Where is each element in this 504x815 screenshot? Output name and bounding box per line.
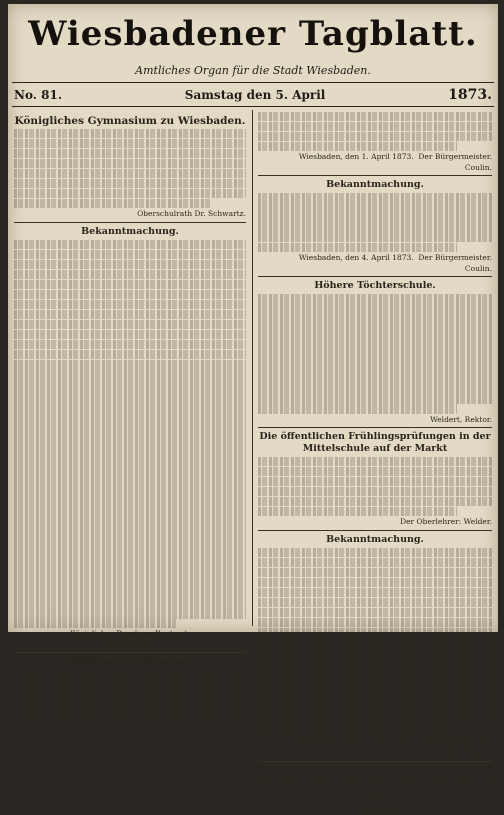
divider (258, 276, 492, 277)
top-notice-body (258, 112, 492, 151)
fruehlingspruefungen-body (258, 457, 492, 516)
fruehlingspruefungen-heading: Die öffentlichen Frühlingsprüfungen in der Mittelschule auf der Markt (259, 430, 491, 454)
toechterschule-heading: Höhere Töchterschule. (314, 280, 436, 292)
bekanntmachung-3-heading: Bekanntmachung. (326, 533, 424, 545)
divider (258, 427, 492, 428)
domaenen-rentamt-signature: Königliches Domänen-Rentamt. (69, 629, 191, 639)
bekanntmachung-3-date: Wiesbaden, den 1. April 1873. Der Bürgermeister. (298, 737, 492, 747)
toechterschule-body (258, 294, 492, 413)
issue-date: Samstag den 5. April (184, 88, 326, 102)
bekanntmachung-2-heading: Bekanntmachung. (326, 179, 424, 191)
masthead-rule-top (12, 82, 494, 83)
bekanntmachung-2-body (258, 193, 492, 252)
masthead-title: Wiesbadener Tagblatt. (28, 14, 478, 54)
masthead-subtitle: Amtliches Organ für die Stadt Wiesbaden. (135, 64, 371, 77)
right-column (258, 112, 492, 815)
reichmann-signature: Reichmann. (107, 639, 153, 649)
divider (258, 530, 492, 531)
left-column (14, 112, 246, 668)
gymnasium-heading: Königliches Gymnasium zu Wiesbaden. (14, 115, 246, 127)
divider (14, 222, 246, 223)
bekanntmachung-2-date: Wiesbaden, den 4. April 1873. Der Bürgermeister. (298, 253, 492, 263)
issue-row (14, 86, 492, 104)
fruehlingspruefungen-signature: Der Oberlehrer: Welder. (400, 517, 492, 527)
gymnasium-signature: Oberschulrath Dr. Schwartz. (137, 209, 246, 219)
mobilien-versteigerung-heading: Mobilien-Versteigerung. (65, 656, 195, 668)
mobilien-versteigerung-body (14, 670, 246, 719)
bekanntmachung-3-body (258, 548, 492, 737)
top-notice-name: Coulin. (464, 162, 492, 172)
auction-item-nightstand: 1 Nachtisch, (351, 805, 399, 815)
bekanntmachung-2-name: Coulin. (464, 263, 492, 273)
toechterschule-signature: Weldert, Rektor. (430, 414, 492, 424)
divider (14, 652, 246, 653)
gymnasium-notice-body (14, 129, 246, 208)
auction-item-bed: 1 Bett, (362, 794, 388, 804)
column-divider (252, 110, 253, 626)
issue-year: 1873. (448, 87, 492, 103)
auction-notice-body (258, 765, 492, 794)
masthead-rule-bottom (12, 106, 494, 107)
divider (258, 175, 492, 176)
bekanntmachung-3-name: Strintrauch. (445, 748, 492, 758)
newspaper-page (8, 4, 498, 815)
issue-number: No. 81. (14, 88, 62, 102)
bekanntmachung-body (14, 240, 246, 629)
top-notice-date: Wiesbaden, den 1. April 1873. Der Bürgermeister. (298, 152, 492, 162)
bekanntmachung-heading: Bekanntmachung. (81, 225, 179, 237)
divider (258, 761, 492, 762)
